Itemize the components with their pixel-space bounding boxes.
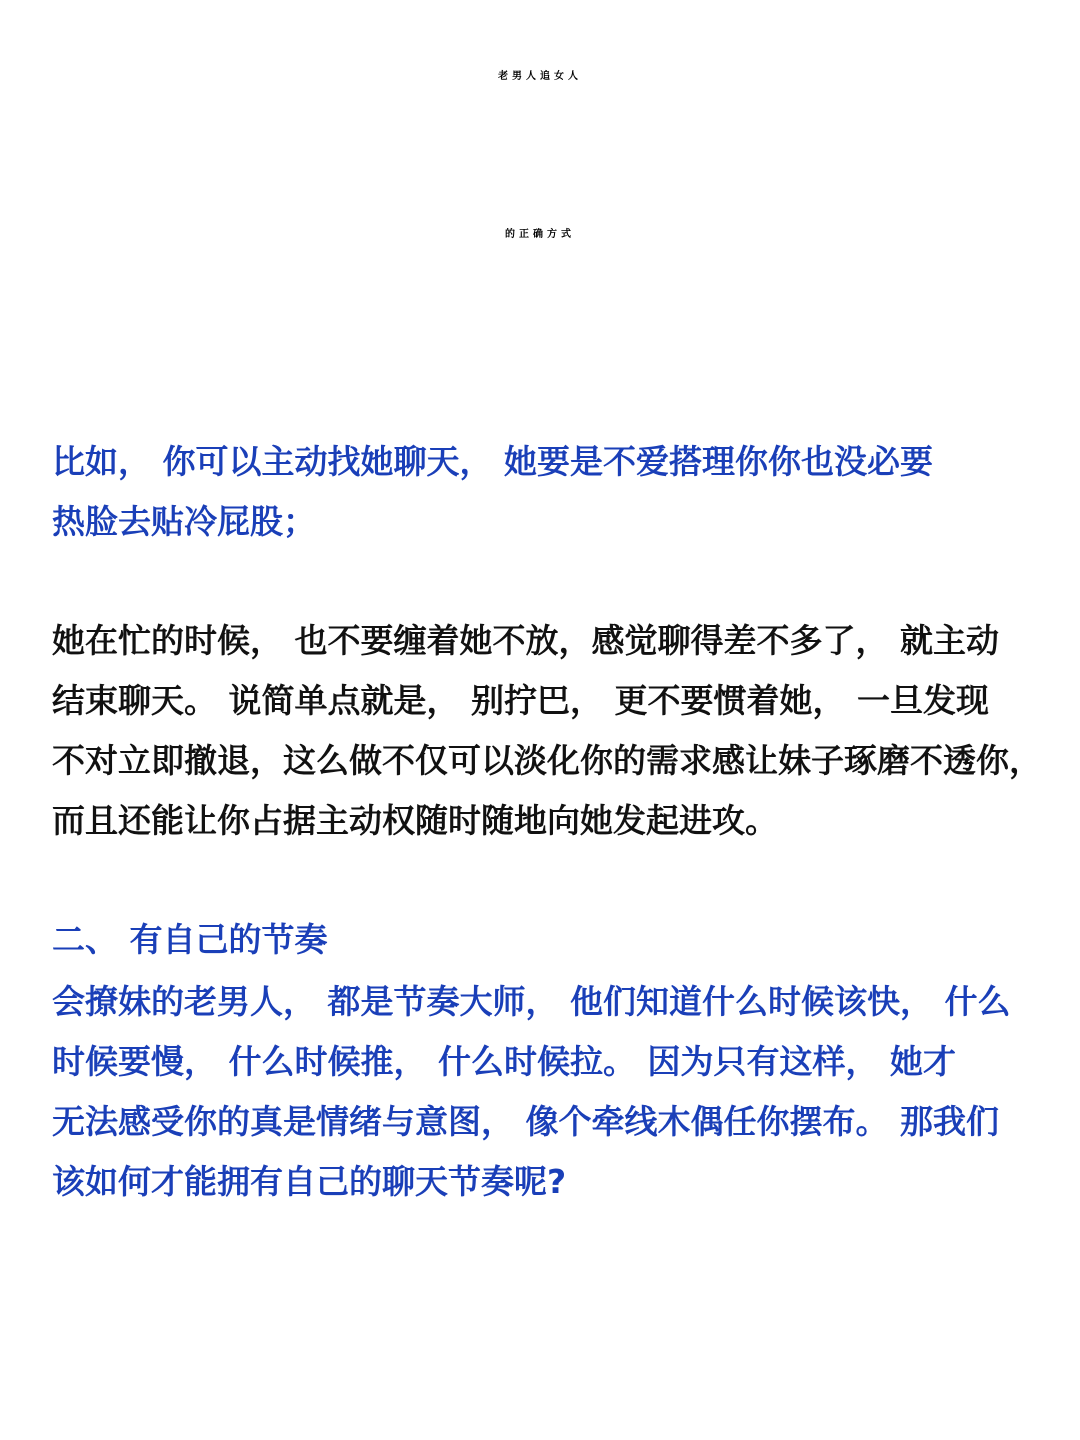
section-heading: 二、 有自己的节奏 (52, 920, 328, 959)
paragraph-line: 而且还能让你占据主动权随时随地向她发起进攻。 (52, 801, 778, 840)
title-line-1: 老男人追女人 (498, 71, 582, 82)
title-line-2: 的正确方式 (505, 229, 575, 240)
paragraph-line: 该如何才能拥有自己的聊天节奏呢? (52, 1162, 567, 1201)
paragraph-line: 会撩妹的老男人， 都是节奏大师， 他们知道什么时候该快， 什么 (52, 982, 1011, 1021)
paragraph-line: 结束聊天。 说简单点就是， 别拧巴， 更不要惯着她， 一旦发现 (52, 681, 989, 720)
paragraph-line: 她在忙的时候， 也不要缠着她不放，感觉聊得差不多了， 就主动 (52, 621, 999, 660)
paragraph-line: 不对立即撤退，这么做不仅可以淡化你的需求感让妹子琢磨不透你， (52, 741, 1042, 780)
paragraph-line: 比如， 你可以主动找她聊天， 她要是不爱搭理你你也没必要 (52, 442, 933, 481)
paragraph-line: 无法感受你的真是情绪与意图， 像个牵线木偶任你摆布。 那我们 (52, 1102, 999, 1141)
paragraph-line: 热脸去贴冷屁股； (52, 502, 316, 541)
paragraph-line: 时候要慢， 什么时候推， 什么时候拉。 因为只有这样， 她才 (52, 1042, 956, 1081)
